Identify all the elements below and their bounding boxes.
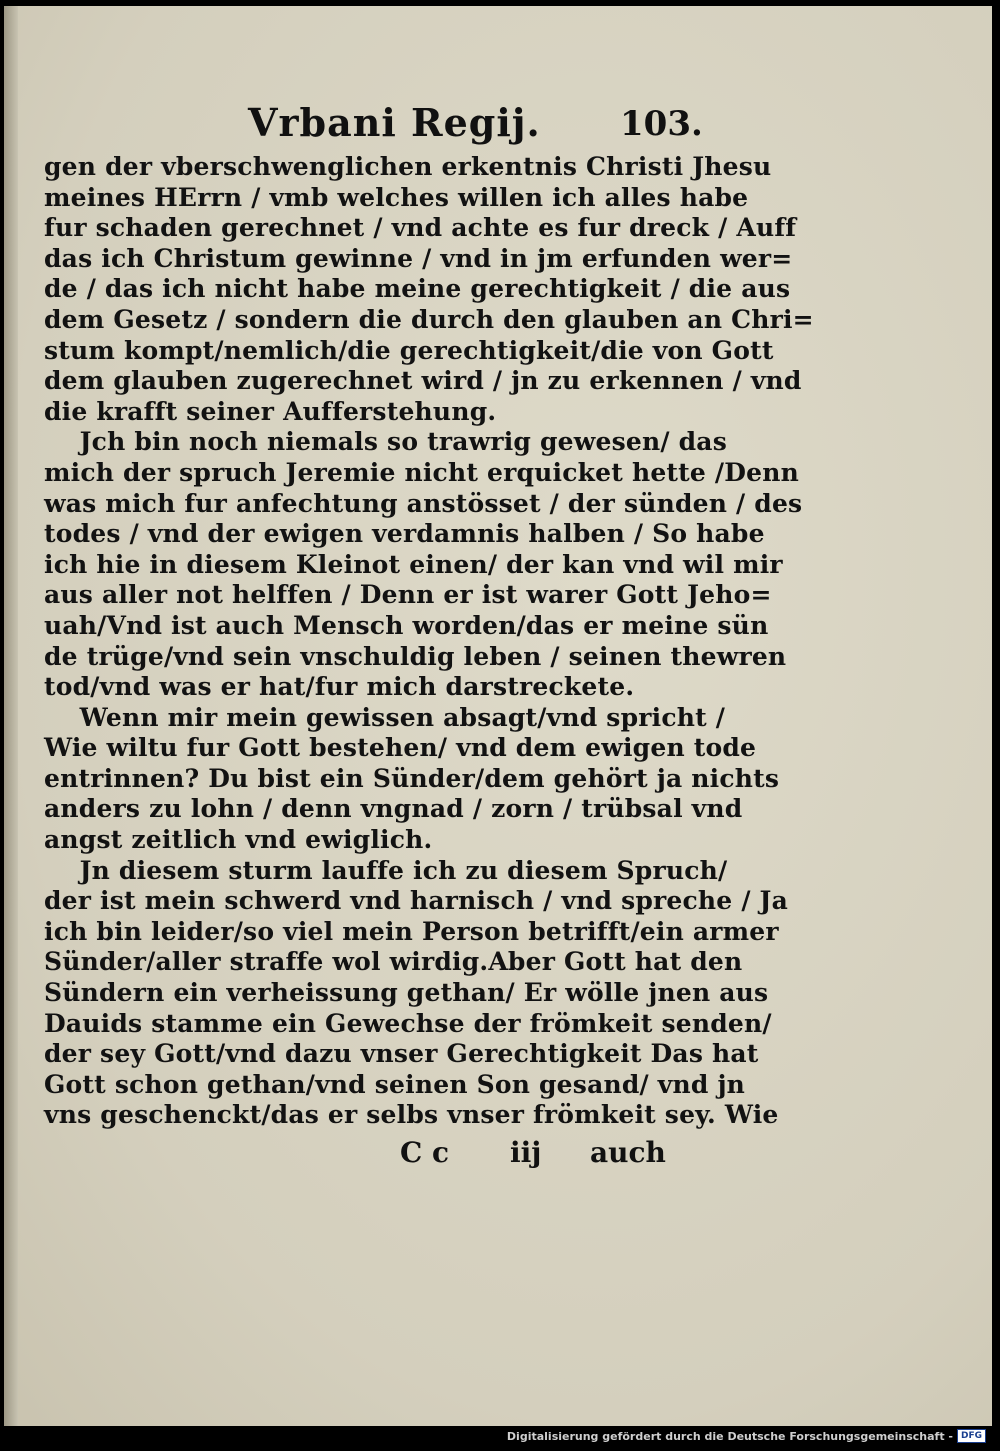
text-line: dem glauben zugerechnet wird / jn zu erkennen / vnd	[44, 366, 802, 396]
credit-text: Digitalisierung gefördert durch die Deutsche Forschungsgemeinschaft -	[506, 1429, 953, 1443]
text-line: der ist mein schwerd vnd harnisch / vnd spreche / Ja	[44, 886, 788, 916]
text-line: Wenn mir mein gewissen absagt/vnd spricht /	[44, 702, 726, 732]
text-line: Sündern ein verheissung gethan/ Er wölle jnen aus	[44, 978, 769, 1008]
text-line: Jch bin noch niemals so trawrig gewesen/ das	[44, 427, 727, 457]
text-line: fur schaden gerechnet / vnd achte es fur dreck / Auff	[44, 213, 797, 243]
text-line: aus aller not helffen / Denn er ist warer Gott Jeho=	[44, 580, 772, 610]
running-head	[230, 100, 703, 152]
text-line: gen der vberschwenglichen erkentnis Christi Jhesu	[44, 152, 772, 181]
text-line: Sünder/aller straffe wol wirdig.Aber Gott hat den	[44, 947, 743, 977]
text-line: was mich fur anfechtung anstösset / der sünden / des	[44, 488, 803, 518]
text-line: angst zeitlich vnd ewiglich.	[44, 825, 433, 855]
text-line: Gott schon gethan/vnd seinen Son gesand/ vnd jn	[44, 1069, 746, 1099]
signature-number: iij	[510, 1136, 542, 1169]
body-text	[44, 152, 814, 1131]
text-line: entrinnen? Du bist ein Sünder/dem gehört ja nichts	[44, 763, 780, 793]
text-line: die krafft seiner Aufferstehung.	[44, 396, 497, 426]
text-line: Dauids stamme ein Gewechse der frömkeit senden/	[44, 1008, 772, 1038]
text-line: ich hie in diesem Kleinot einen/ der kan vnd wil mir	[44, 549, 783, 579]
page-footer	[400, 1136, 680, 1176]
page-gutter-shadow	[4, 6, 18, 1426]
text-line: vns geschenckt/das er selbs vnser frömkeit sey. Wie	[44, 1100, 779, 1130]
digitization-credit	[507, 1427, 986, 1445]
text-line: ich bin leider/so viel mein Person betrifft/ein armer	[44, 916, 779, 946]
text-line: Jn diesem sturm lauffe ich zu diesem Spruch/	[44, 855, 728, 885]
text-line: Wie wiltu fur Gott bestehen/ vnd dem ewigen tode	[44, 733, 757, 763]
catchword: auch	[590, 1136, 666, 1169]
text-line: der sey Gott/vnd dazu vnser Gerechtigkeit Das hat	[44, 1039, 759, 1069]
text-line: dem Gesetz / sondern die durch den glauben an Chri=	[44, 304, 814, 334]
text-line: meines HErrn / vmb welches willen ich alles habe	[44, 182, 749, 212]
dfg-logo: DFG	[957, 1429, 986, 1443]
signature-mark: C c	[400, 1136, 450, 1169]
text-line: tod/vnd was er hat/fur mich darstreckete.	[44, 672, 635, 702]
text-line: stum kompt/nemlich/die gerechtigkeit/die von Gott	[44, 335, 774, 365]
text-line: todes / vnd der ewigen verdamnis halben / So habe	[44, 519, 765, 549]
text-line: mich der spruch Jeremie nicht erquicket hette /Denn	[44, 457, 799, 487]
page-number: 103.	[620, 104, 703, 144]
text-line: de / das ich nicht habe meine gerechtigkeit / die aus	[44, 274, 791, 304]
text-line: uah/Vnd ist auch Mensch worden/das er meine sün	[44, 610, 769, 640]
running-title: Vrbani Regij.	[248, 100, 541, 145]
text-line: de trüge/vnd sein vnschuldig leben / seinen thewren	[44, 641, 787, 671]
text-line: das ich Christum gewinne / vnd in jm erfunden wer=	[44, 243, 793, 273]
text-line: anders zu lohn / denn vngnad / zorn / trübsal vnd	[44, 794, 743, 824]
